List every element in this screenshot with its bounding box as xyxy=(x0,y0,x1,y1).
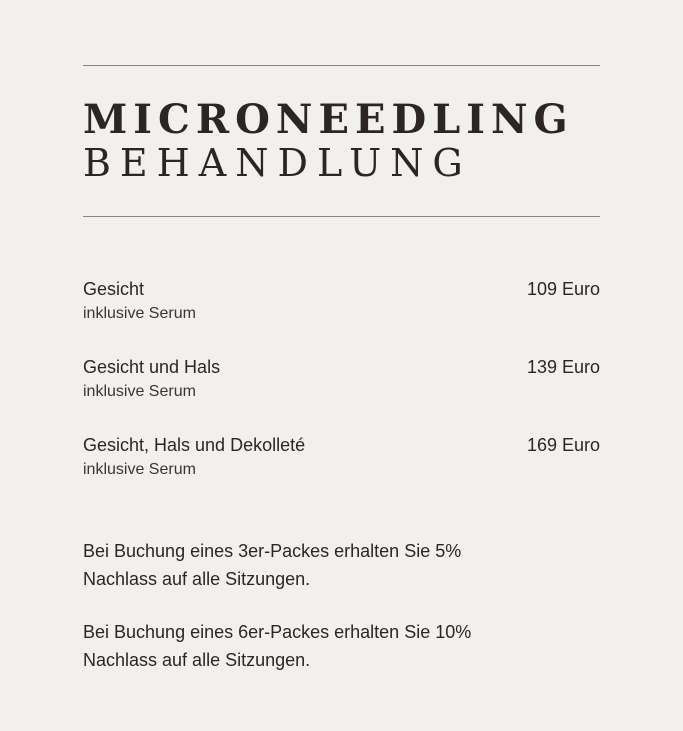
price-list-item-face-neck xyxy=(83,356,600,434)
discount-notes xyxy=(83,537,600,699)
discount-note-3-pack: Bei Buchung eines 3er-Packes erhalten Sie 5% Nachlass auf alle Sitzungen. xyxy=(83,541,462,589)
item-name: Gesicht xyxy=(83,279,145,299)
item-note: inklusive Serum xyxy=(83,305,196,322)
price-list-item-face xyxy=(83,278,600,356)
item-price: 169 Euro xyxy=(526,435,600,455)
price-list-item-face-neck-decollete xyxy=(83,434,600,512)
item-price: 109 Euro xyxy=(526,279,600,299)
top-divider xyxy=(83,65,600,66)
title-line-1: MICRONEEDLING xyxy=(83,96,574,143)
price-list xyxy=(83,278,600,512)
item-name: Gesicht und Hals xyxy=(83,357,221,377)
discount-note-6-pack: Bei Buchung eines 6er-Packes erhalten Sie 10% Nachlass auf alle Sitzungen. xyxy=(83,622,472,670)
item-note: inklusive Serum xyxy=(83,383,196,400)
item-price: 139 Euro xyxy=(526,357,600,377)
page-title xyxy=(83,96,574,185)
title-line-2: BEHANDLUNG xyxy=(83,141,472,185)
bottom-divider xyxy=(83,216,600,217)
item-note: inklusive Serum xyxy=(83,461,196,478)
item-name: Gesicht, Hals und Dekolleté xyxy=(83,435,306,455)
